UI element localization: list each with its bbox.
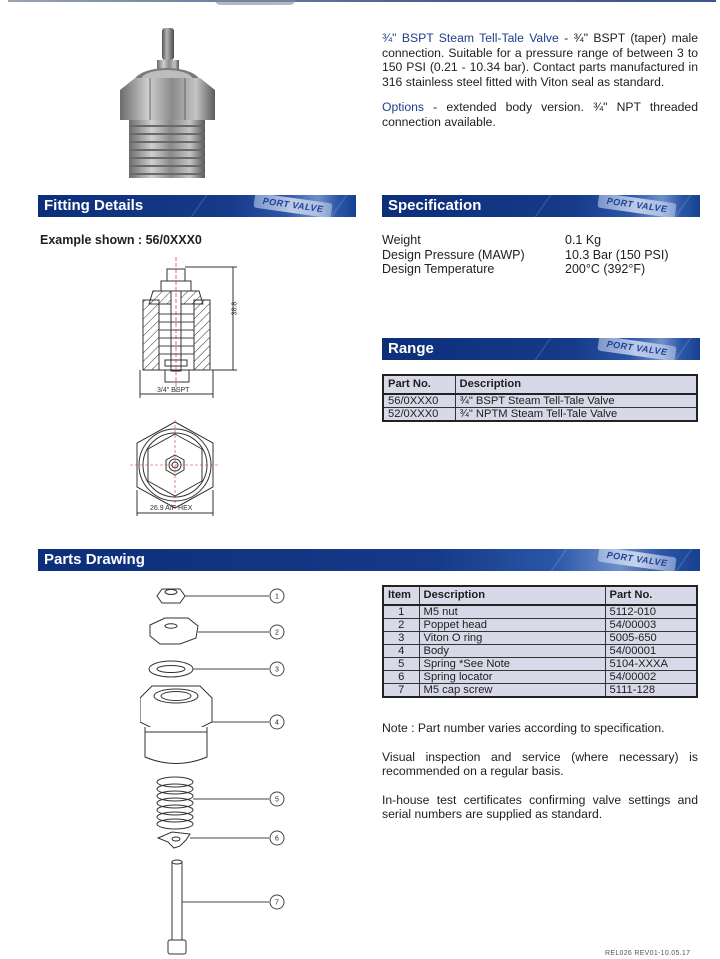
item-cell: 4: [383, 645, 419, 658]
column-header-description: Description: [455, 375, 697, 394]
callout-3: 3: [275, 666, 279, 674]
options-text: - extended body version. ¾" NPT threaded connection available.: [382, 100, 698, 129]
spec-row-temperature: [382, 262, 669, 277]
hex-dimension: 26.9 A/F HEX: [150, 505, 193, 512]
table-row: [383, 394, 697, 408]
specification-list: [382, 233, 669, 277]
column-header-description: Description: [419, 586, 605, 605]
part-number-cell: 5112-010: [605, 605, 697, 619]
brand-stamp-logo: PORT VALVE: [253, 195, 332, 217]
specification-header: [382, 195, 700, 217]
range-header: [382, 338, 700, 360]
bar-decoration: [675, 549, 692, 571]
description-cell: M5 cap screw: [419, 684, 605, 698]
product-title: ¾" BSPT Steam Tell-Tale Valve: [382, 31, 559, 45]
exploded-parts-drawing: [140, 582, 300, 959]
part-number-cell: 5104-XXXA: [605, 658, 697, 671]
spec-value: 10.3 Bar (150 PSI): [565, 247, 669, 262]
description-cell: Spring *See Note: [419, 658, 605, 671]
spec-row-pressure: [382, 248, 669, 263]
range-table: [382, 374, 698, 422]
document-reference: REL026 REV01-10.05.17: [605, 950, 691, 957]
options-label: Options: [382, 100, 425, 114]
table-row: [383, 619, 697, 632]
thread-dimension: 3/4" BSPT: [157, 387, 190, 394]
spec-key: Design Temperature: [382, 262, 495, 276]
notes-section: [382, 721, 698, 822]
description-cell: Body: [419, 645, 605, 658]
specification-title: Specification: [388, 197, 482, 214]
bar-decoration: [330, 195, 347, 217]
column-header-part-no: Part No.: [605, 586, 697, 605]
table-row: [383, 632, 697, 645]
fitting-details-header: [38, 195, 356, 217]
note-part-number: Note : Part number varies according to specification.: [382, 721, 665, 735]
bar-decoration: [674, 195, 691, 217]
brand-stamp-logo: PORT VALVE: [597, 195, 676, 217]
poppet-head-part: [150, 618, 198, 644]
part-number-cell: 54/00001: [605, 645, 697, 658]
part-number-cell: 56/0XXX0: [383, 394, 455, 408]
callout-4: 4: [275, 719, 279, 727]
brand-stamp-logo: PORT VALVE: [597, 338, 676, 360]
item-cell: 7: [383, 684, 419, 698]
item-cell: 6: [383, 671, 419, 684]
parts-table-header: [383, 586, 697, 605]
part-number-cell: 54/00003: [605, 619, 697, 632]
callout-2: 2: [275, 629, 279, 637]
description-cell: M5 nut: [419, 605, 605, 619]
spec-key: Design Pressure (MAWP): [382, 247, 525, 262]
spec-value: 0.1 Kg: [565, 233, 602, 247]
spring-part: [157, 777, 193, 829]
bar-decoration: [534, 338, 551, 360]
bar-decoration: [550, 549, 567, 571]
bar-decoration: [534, 195, 551, 217]
description-cell: ¾" NPTM Steam Tell-Tale Valve: [455, 408, 697, 422]
table-row: [383, 605, 697, 619]
description-cell: Poppet head: [419, 619, 605, 632]
product-summary: - ¾" BSPT (taper) male connection. Suitable for a pressure range of between 3 to 150 PSI (0.21 - 10.34 bar). Contact parts manufactured in 316 stainless steel fitted with Viton seal as standard.: [382, 31, 698, 89]
part-number-cell: 54/00002: [605, 671, 697, 684]
product-description: [382, 31, 698, 129]
description-cell: Viton O ring: [419, 632, 605, 645]
table-row: [383, 658, 697, 671]
product-photo: [115, 20, 215, 185]
height-dimension: 38.8: [231, 301, 239, 316]
description-cell: ¾" BSPT Steam Tell-Tale Valve: [455, 394, 697, 408]
parts-drawing-header: [38, 549, 700, 571]
item-cell: 3: [383, 632, 419, 645]
column-header-item: Item: [383, 586, 419, 605]
callout-6: 6: [275, 835, 279, 843]
description-cell: Spring locator: [419, 671, 605, 684]
bar-decoration: [674, 338, 691, 360]
callout-1: 1: [275, 593, 279, 601]
spec-key: Weight: [382, 233, 421, 247]
column-header-part-no: Part No.: [383, 375, 455, 394]
item-cell: 1: [383, 605, 419, 619]
item-cell: 2: [383, 619, 419, 632]
note-certificates: In-house test certificates confirming valve settings and serial numbers are supplied as standard.: [382, 792, 698, 821]
part-number-cell: 52/0XXX0: [383, 408, 455, 422]
callout-5: 5: [275, 796, 279, 804]
range-title: Range: [388, 340, 434, 357]
range-table-header: [383, 375, 697, 394]
brand-stamp-logo: PORT VALVE: [597, 549, 676, 571]
fitting-details-title: Fitting Details: [44, 197, 144, 214]
spec-row-weight: [382, 233, 669, 248]
top-rule: [8, 0, 716, 2]
parts-table: [382, 585, 698, 698]
bar-decoration: [190, 195, 207, 217]
callout-7: 7: [275, 899, 279, 907]
table-row: [383, 671, 697, 684]
top-swoosh: [215, 0, 295, 5]
table-row: [383, 645, 697, 658]
spec-value: 200°C (392°F): [565, 262, 646, 276]
example-shown-label: Example shown : 56/0XXX0: [40, 233, 202, 247]
part-number-cell: 5005-650: [605, 632, 697, 645]
item-cell: 5: [383, 658, 419, 671]
table-row: [383, 684, 697, 698]
m5-cap-screw-part: [172, 862, 182, 942]
parts-drawing-title: Parts Drawing: [44, 551, 145, 568]
table-row: [383, 408, 697, 422]
note-inspection: Visual inspection and service (where necessary) is recommended on a regular basis.: [382, 749, 698, 778]
part-number-cell: 5111-128: [605, 684, 697, 698]
